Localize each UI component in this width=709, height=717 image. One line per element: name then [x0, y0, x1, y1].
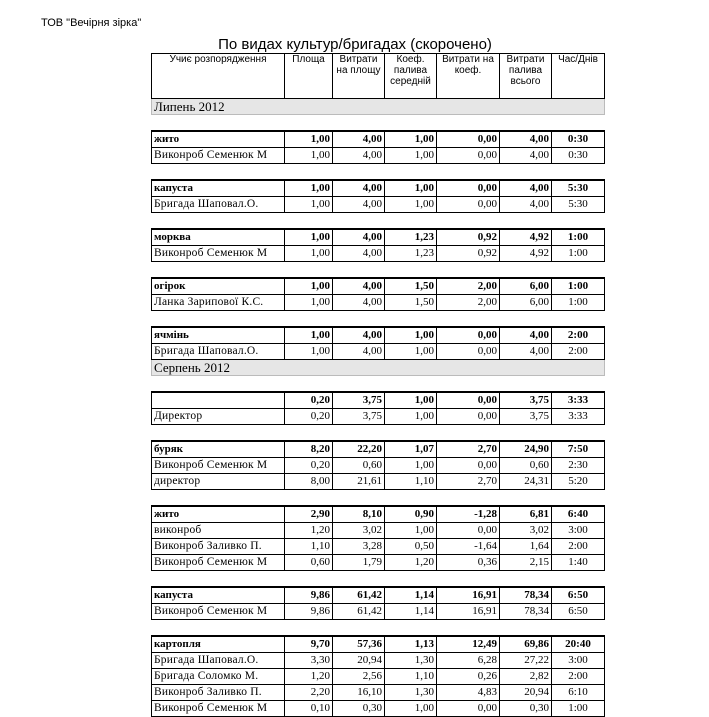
cell-value: 1,00: [385, 131, 437, 148]
cell-value: 1,23: [385, 246, 437, 262]
spacer: [152, 115, 605, 132]
row-label: Бригада Шаповал.О.: [152, 197, 285, 213]
cell-value: 2:30: [552, 458, 605, 474]
cell-value: 1,20: [285, 669, 333, 685]
cell-value: 0,00: [437, 197, 500, 213]
cell-value: 6:10: [552, 685, 605, 701]
cell-value: 1,00: [385, 392, 437, 409]
spacer: [152, 376, 605, 393]
cell-value: 2:00: [552, 344, 605, 360]
cell-value: 6:50: [552, 587, 605, 604]
cell-value: 0,20: [285, 392, 333, 409]
cell-value: 1,07: [385, 441, 437, 458]
cell-value: 1,30: [385, 653, 437, 669]
cell-value: 9,70: [285, 636, 333, 653]
cell-value: 1,13: [385, 636, 437, 653]
spacer: [152, 311, 605, 328]
row-label: директор: [152, 474, 285, 490]
cell-value: 3,02: [500, 523, 552, 539]
cell-value: 4,00: [333, 327, 385, 344]
cell-value: 27,22: [500, 653, 552, 669]
cell-value: 2:00: [552, 539, 605, 555]
table-body: [152, 99, 605, 717]
cell-value: 4,00: [500, 197, 552, 213]
row-label: морква: [152, 229, 285, 246]
cell-value: 9,86: [285, 604, 333, 620]
column-header: Час/Днів: [552, 54, 605, 99]
cell-value: 1,00: [385, 458, 437, 474]
cell-value: 6,28: [437, 653, 500, 669]
cell-value: -1,64: [437, 539, 500, 555]
cell-value: 0,30: [500, 701, 552, 717]
cell-value: 3,75: [333, 392, 385, 409]
row-label: Виконроб Семенюк М: [152, 604, 285, 620]
cell-value: 5:20: [552, 474, 605, 490]
row-label: огірок: [152, 278, 285, 295]
cell-value: 0,00: [437, 327, 500, 344]
cell-value: 1,23: [385, 229, 437, 246]
cell-value: 4,00: [500, 344, 552, 360]
cell-value: 4,00: [500, 131, 552, 148]
crop-total-row: [152, 441, 605, 458]
cell-value: 4,92: [500, 229, 552, 246]
cell-value: 4,92: [500, 246, 552, 262]
spacer-row: [152, 164, 605, 181]
table-row: [152, 555, 605, 571]
cell-value: 2,20: [285, 685, 333, 701]
cell-value: 3,75: [500, 409, 552, 425]
cell-value: 16,10: [333, 685, 385, 701]
crop-total-row: [152, 506, 605, 523]
row-label: Виконроб Заливко П.: [152, 539, 285, 555]
cell-value: 2:00: [552, 669, 605, 685]
cell-value: 1,00: [285, 229, 333, 246]
cell-value: 0,20: [285, 409, 333, 425]
cell-value: 7:50: [552, 441, 605, 458]
spacer-row: [152, 425, 605, 442]
spacer-row: [152, 571, 605, 588]
cell-value: 0,00: [437, 392, 500, 409]
cell-value: 0,90: [385, 506, 437, 523]
column-header: Витрати на площу: [333, 54, 385, 99]
spacer-row: [152, 311, 605, 328]
table-row: [152, 344, 605, 360]
cell-value: 0,10: [285, 701, 333, 717]
cell-value: 0,60: [333, 458, 385, 474]
crop-total-row: [152, 587, 605, 604]
crop-total-row: [152, 327, 605, 344]
column-header: Учиє розпорядження: [152, 54, 285, 99]
table-row: [152, 197, 605, 213]
row-label: капуста: [152, 180, 285, 197]
table-row: [152, 669, 605, 685]
cell-value: 4,00: [333, 197, 385, 213]
crop-total-row: [152, 392, 605, 409]
cell-value: 4,00: [333, 295, 385, 311]
cell-value: 0,60: [500, 458, 552, 474]
cell-value: 4,00: [333, 148, 385, 164]
cell-value: 3,28: [333, 539, 385, 555]
cell-value: 2:00: [552, 327, 605, 344]
cell-value: 1,20: [385, 555, 437, 571]
cell-value: 1,10: [385, 474, 437, 490]
cell-value: 1,00: [285, 180, 333, 197]
cell-value: 1,00: [285, 278, 333, 295]
row-label: Виконроб Семенюк М: [152, 458, 285, 474]
cell-value: 1,00: [385, 701, 437, 717]
cell-value: 6:50: [552, 604, 605, 620]
cell-value: 20,94: [333, 653, 385, 669]
column-header: Коеф. палива середній: [385, 54, 437, 99]
report-title: По видах культур/бригадах (скорочено): [218, 36, 492, 53]
cell-value: 0,00: [437, 131, 500, 148]
cell-value: 20:40: [552, 636, 605, 653]
cell-value: 0,00: [437, 344, 500, 360]
cell-value: 3,30: [285, 653, 333, 669]
cell-value: 0,60: [285, 555, 333, 571]
column-header: Витрати на коеф.: [437, 54, 500, 99]
cell-value: 0,00: [437, 409, 500, 425]
table-row: [152, 148, 605, 164]
row-label: Виконроб Заливко П.: [152, 685, 285, 701]
table-row: [152, 246, 605, 262]
cell-value: 5:30: [552, 180, 605, 197]
row-label: картопля: [152, 636, 285, 653]
table-row: [152, 653, 605, 669]
cell-value: 1:00: [552, 278, 605, 295]
cell-value: 0,00: [437, 148, 500, 164]
table-row: [152, 409, 605, 425]
spacer-row: [152, 115, 605, 132]
cell-value: 1,00: [285, 131, 333, 148]
cell-value: 0,30: [333, 701, 385, 717]
table-row: [152, 523, 605, 539]
cell-value: 57,36: [333, 636, 385, 653]
cell-value: 24,90: [500, 441, 552, 458]
spacer-row: [152, 620, 605, 637]
report-table: [151, 53, 605, 717]
row-label: Бригада Шаповал.О.: [152, 344, 285, 360]
table-row: [152, 458, 605, 474]
cell-value: 1,00: [285, 327, 333, 344]
cell-value: 0,00: [437, 523, 500, 539]
cell-value: 8,10: [333, 506, 385, 523]
cell-value: 1,20: [285, 523, 333, 539]
cell-value: 1,00: [385, 523, 437, 539]
spacer-row: [152, 376, 605, 393]
cell-value: 1,00: [385, 148, 437, 164]
cell-value: 4,00: [500, 148, 552, 164]
cell-value: 2,70: [437, 441, 500, 458]
cell-value: 1:00: [552, 295, 605, 311]
cell-value: 0:30: [552, 131, 605, 148]
cell-value: 69,86: [500, 636, 552, 653]
cell-value: 1,10: [285, 539, 333, 555]
spacer: [152, 262, 605, 279]
row-label: Бригада Соломко М.: [152, 669, 285, 685]
cell-value: 1,00: [285, 148, 333, 164]
row-label: [152, 392, 285, 409]
cell-value: 78,34: [500, 587, 552, 604]
cell-value: 0,92: [437, 229, 500, 246]
row-label: Ланка Зарипової К.С.: [152, 295, 285, 311]
cell-value: 0,20: [285, 458, 333, 474]
cell-value: 1,64: [500, 539, 552, 555]
cell-value: 2,70: [437, 474, 500, 490]
cell-value: 0:30: [552, 148, 605, 164]
cell-value: 1,79: [333, 555, 385, 571]
spacer: [152, 425, 605, 442]
row-label: буряк: [152, 441, 285, 458]
month-section-header: [152, 360, 605, 376]
cell-value: 1,14: [385, 587, 437, 604]
cell-value: 4,00: [333, 278, 385, 295]
row-label: Виконроб Семенюк М: [152, 246, 285, 262]
cell-value: 4,00: [333, 229, 385, 246]
cell-value: 3:00: [552, 523, 605, 539]
month-section-header: [152, 99, 605, 115]
row-label: Виконроб Семенюк М: [152, 555, 285, 571]
spacer: [152, 490, 605, 507]
cell-value: 4,00: [333, 344, 385, 360]
cell-value: 1,00: [385, 197, 437, 213]
cell-value: 1,30: [385, 685, 437, 701]
table-row: [152, 539, 605, 555]
row-label: жито: [152, 131, 285, 148]
table-row: [152, 604, 605, 620]
cell-value: 20,94: [500, 685, 552, 701]
cell-value: 2,90: [285, 506, 333, 523]
crop-total-row: [152, 278, 605, 295]
cell-value: 0,00: [437, 458, 500, 474]
cell-value: 1,00: [385, 344, 437, 360]
table-row: [152, 474, 605, 490]
cell-value: 1,10: [385, 669, 437, 685]
column-header: Витрати палива всього: [500, 54, 552, 99]
cell-value: 8,20: [285, 441, 333, 458]
cell-value: 1,00: [285, 197, 333, 213]
row-label: виконроб: [152, 523, 285, 539]
cell-value: 1,00: [285, 295, 333, 311]
cell-value: 21,61: [333, 474, 385, 490]
cell-value: 22,20: [333, 441, 385, 458]
cell-value: 3,75: [333, 409, 385, 425]
table-row: [152, 701, 605, 717]
spacer: [152, 164, 605, 181]
cell-value: 6,00: [500, 295, 552, 311]
cell-value: 8,00: [285, 474, 333, 490]
cell-value: 12,49: [437, 636, 500, 653]
cell-value: 61,42: [333, 587, 385, 604]
cell-value: 1,50: [385, 278, 437, 295]
cell-value: 4,00: [333, 180, 385, 197]
spacer: [152, 213, 605, 230]
crop-total-row: [152, 180, 605, 197]
table-header: [152, 54, 605, 99]
row-label: Виконроб Семенюк М: [152, 701, 285, 717]
cell-value: 1:00: [552, 246, 605, 262]
cell-value: 1,14: [385, 604, 437, 620]
spacer-row: [152, 213, 605, 230]
row-label: Директор: [152, 409, 285, 425]
row-label: Бригада Шаповал.О.: [152, 653, 285, 669]
cell-value: 2,15: [500, 555, 552, 571]
cell-value: 4,00: [500, 180, 552, 197]
cell-value: -1,28: [437, 506, 500, 523]
cell-value: 4,00: [500, 327, 552, 344]
cell-value: 16,91: [437, 604, 500, 620]
cell-value: 78,34: [500, 604, 552, 620]
month-label: Липень 2012: [152, 99, 605, 115]
table-row: [152, 685, 605, 701]
spacer: [152, 620, 605, 637]
cell-value: 3,02: [333, 523, 385, 539]
cell-value: 1,00: [285, 344, 333, 360]
spacer-row: [152, 490, 605, 507]
cell-value: 0,26: [437, 669, 500, 685]
cell-value: 4,83: [437, 685, 500, 701]
row-label: капуста: [152, 587, 285, 604]
cell-value: 0,92: [437, 246, 500, 262]
cell-value: 0,00: [437, 180, 500, 197]
cell-value: 2,00: [437, 295, 500, 311]
cell-value: 6,00: [500, 278, 552, 295]
spacer-row: [152, 262, 605, 279]
cell-value: 3:33: [552, 392, 605, 409]
column-header: Площа: [285, 54, 333, 99]
crop-total-row: [152, 229, 605, 246]
cell-value: 5:30: [552, 197, 605, 213]
row-label: жито: [152, 506, 285, 523]
cell-value: 1:00: [552, 229, 605, 246]
cell-value: 1:00: [552, 701, 605, 717]
cell-value: 1,00: [285, 246, 333, 262]
cell-value: 3:33: [552, 409, 605, 425]
cell-value: 3,75: [500, 392, 552, 409]
row-label: Виконроб Семенюк М: [152, 148, 285, 164]
cell-value: 61,42: [333, 604, 385, 620]
crop-total-row: [152, 131, 605, 148]
cell-value: 1,00: [385, 409, 437, 425]
company-name: ТОВ "Вечірня зірка": [41, 17, 142, 29]
cell-value: 24,31: [500, 474, 552, 490]
crop-total-row: [152, 636, 605, 653]
cell-value: 0,00: [437, 701, 500, 717]
cell-value: 4,00: [333, 131, 385, 148]
cell-value: 16,91: [437, 587, 500, 604]
cell-value: 1,00: [385, 327, 437, 344]
month-label: Серпень 2012: [152, 360, 605, 376]
cell-value: 1,50: [385, 295, 437, 311]
cell-value: 6:40: [552, 506, 605, 523]
cell-value: 2,56: [333, 669, 385, 685]
cell-value: 4,00: [333, 246, 385, 262]
cell-value: 0,50: [385, 539, 437, 555]
cell-value: 3:00: [552, 653, 605, 669]
cell-value: 9,86: [285, 587, 333, 604]
row-label: ячмінь: [152, 327, 285, 344]
cell-value: 6,81: [500, 506, 552, 523]
cell-value: 0,36: [437, 555, 500, 571]
cell-value: 2,00: [437, 278, 500, 295]
table-row: [152, 295, 605, 311]
cell-value: 1:40: [552, 555, 605, 571]
spacer: [152, 571, 605, 588]
cell-value: 1,00: [385, 180, 437, 197]
cell-value: 2,82: [500, 669, 552, 685]
